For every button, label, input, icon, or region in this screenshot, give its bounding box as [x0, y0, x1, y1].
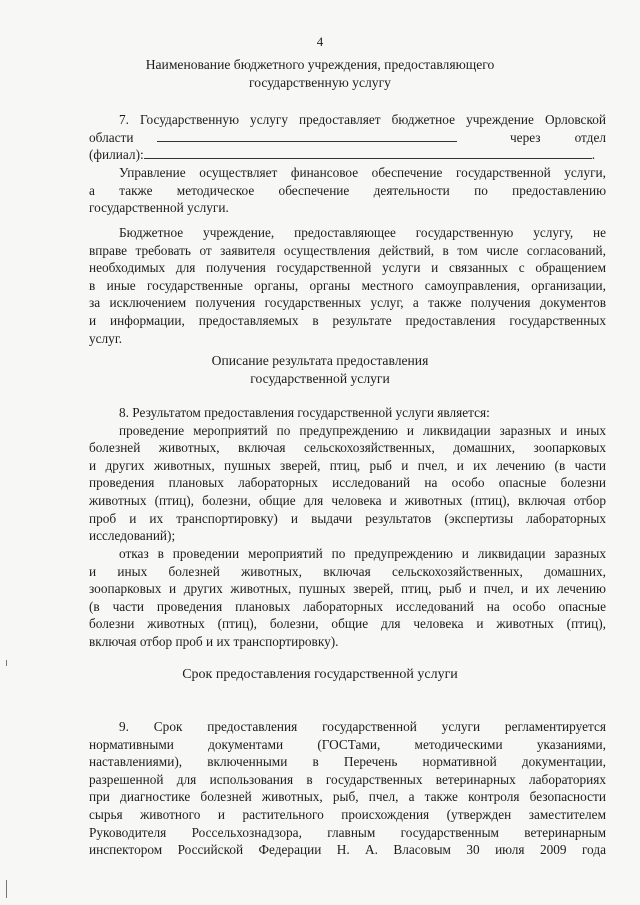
text-line: животных (птиц), болезни, общие для человека и животных (птиц), включая отбор — [89, 492, 606, 508]
blank-underline — [157, 130, 457, 142]
text-line: проведение мероприятий по предупреждению и ликвидации заразных и иных — [119, 422, 606, 438]
section-heading-institution — [0, 56, 640, 91]
text-line: зоопарковых и других животных, пушных зверей, птиц, рыб и пчел, и их лечению — [89, 581, 606, 597]
paragraph-7-financing — [89, 164, 606, 217]
text-line: болезней животных, включая сельскохозяйственных, домашних, зоопарковых — [89, 440, 606, 456]
text-line: инспектором Российской Федерации Н. А. Власовым 30 июля 2009 года — [89, 842, 606, 858]
paragraph-7 — [89, 111, 606, 164]
text-line: услуг. — [89, 330, 123, 346]
text-line: за исключением получения государственных услуг, а также получения документов — [89, 295, 606, 311]
text-line: болезни животных (птиц), болезни, общие для человека и животных (птиц), — [89, 616, 606, 632]
scan-mark — [6, 660, 7, 666]
blank-underline — [144, 147, 592, 159]
text-line: нормативными документами (ГОСТами, методическими указаниями, — [89, 736, 606, 752]
text-line: вправе требовать от заявителя осуществления действий, в том числе согласований, — [89, 242, 606, 258]
text-line: разрешенной для использования в государственных ветеринарных лабораториях — [89, 771, 606, 787]
text-fragment: (филиал): — [89, 147, 144, 163]
text-line-with-blank — [89, 146, 606, 164]
text-line: Управление осуществляет финансовое обеспечение государственной услуги, — [119, 165, 606, 180]
text-line: сырья животного и растительного происхождения (утвержден заместителем — [89, 806, 606, 822]
paragraph-9 — [89, 718, 606, 859]
section-heading-result — [0, 352, 640, 387]
text-line: а также методическое обеспечение деятельности по предоставлению — [89, 182, 606, 198]
text-fragment: отдел — [574, 129, 606, 145]
heading-line: государственной услуги — [250, 370, 390, 386]
text-line: и других животных, пушных зверей, птиц, рыб и пчел, и их лечению (в части — [89, 457, 606, 473]
section-heading-term — [0, 666, 640, 684]
text-line: в иные государственные органы, органы местного самоуправления, организации, — [89, 277, 606, 293]
text-line: исследований); — [89, 528, 176, 544]
text-line: наставлениями), включенными в Перечень нормативной документации, — [89, 754, 606, 770]
text-line: и информации, предоставляемых в результате предоставления государственных — [89, 312, 606, 328]
scan-mark — [6, 880, 7, 898]
text-line: проб и их транспортировку) и выдачи результатов (экспертизы лабораторных — [89, 510, 606, 526]
paragraph-7-restrictions — [89, 224, 606, 347]
text-line: 7. Государственную услугу предоставляет бюджетное учреждение Орловской — [119, 112, 606, 127]
text-line: отказ в проведении мероприятий по предупреждению и ликвидации заразных — [119, 546, 606, 561]
text-line-with-blank — [89, 129, 606, 147]
page-number: 4 — [316, 34, 324, 49]
heading-line: государственную услугу — [249, 74, 391, 90]
text-line: проведения плановых лабораторных исследований на особо опасные болезни — [89, 475, 606, 491]
text-fragment: через — [510, 129, 541, 145]
paragraph-8-refusal — [89, 545, 606, 651]
text-line: 9. Срок предоставления государственной услуги регламентируется — [119, 719, 606, 734]
heading-line: Наименование бюджетного учреждения, предоставляющего — [145, 57, 495, 72]
text-line: и иных болезней животных, включая сельскохозяйственных, домашних, — [89, 563, 606, 579]
text-line: государственной услуги. — [89, 200, 229, 216]
text-fragment: области — [89, 129, 134, 145]
heading-line: Описание результата предоставления — [211, 353, 429, 368]
text-line: необходимых для получения государственной услуги и связанных с обращением — [89, 260, 606, 276]
text-line: (в части проведения плановых лабораторных исследований на особо опасные — [89, 598, 606, 614]
paragraph-8 — [89, 404, 606, 545]
text-line: включая отбор проб и их транспортировку). — [89, 633, 339, 649]
heading-line: Срок предоставления государственной услуги — [182, 667, 458, 682]
text-fragment: . — [591, 147, 596, 163]
text-line: Бюджетное учреждение, предоставляющее государственную услугу, не — [119, 225, 606, 240]
text-line: при диагностике болезней животных, рыб, пчел, а также контроля безопасности — [89, 789, 606, 805]
text-line: Руководителя Россельхознадзора, главным государственным ветеринарным — [89, 824, 606, 840]
text-line: 8. Результатом предоставления государственной услуги является: — [119, 405, 490, 420]
